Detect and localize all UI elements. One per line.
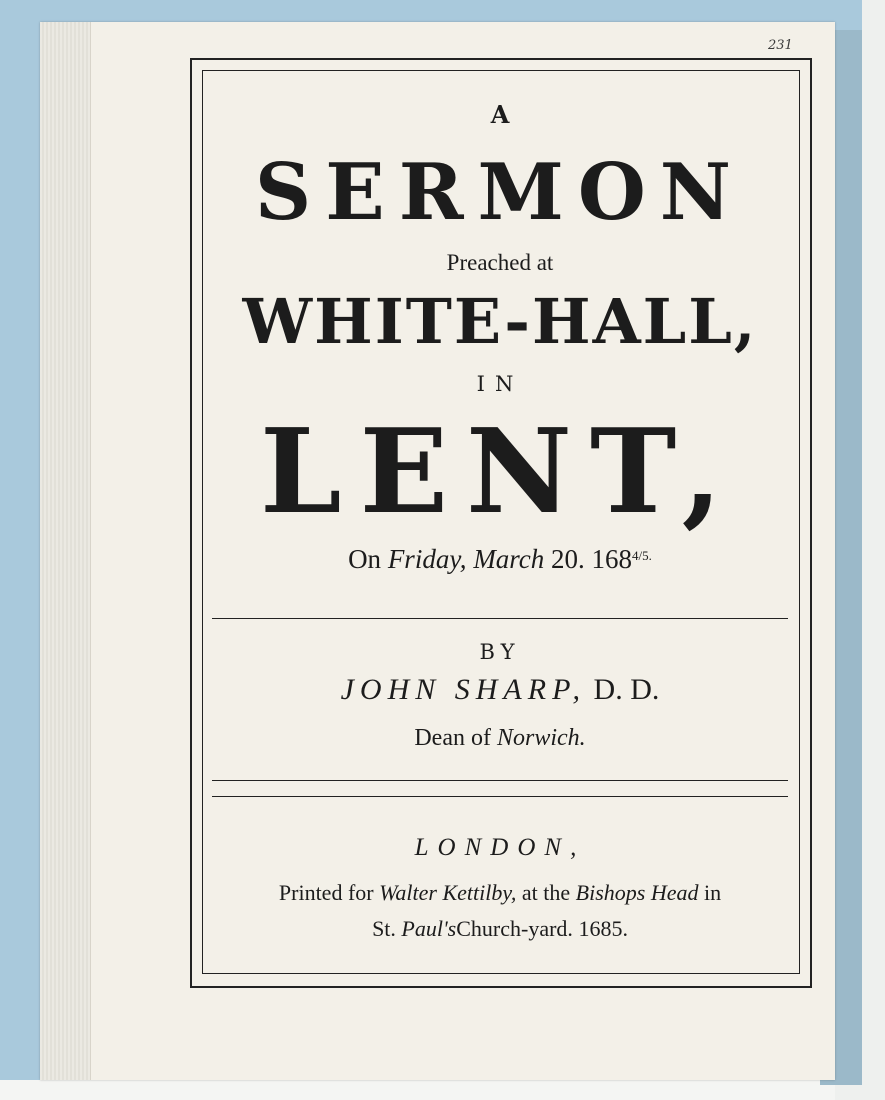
imprint-street-prefix: St. <box>372 916 396 941</box>
divider-rule <box>212 796 788 797</box>
date-month: March <box>473 544 545 574</box>
title-page <box>40 22 835 1080</box>
imprint-city: LONDON, <box>414 834 586 861</box>
folio-number: 231 <box>768 38 793 53</box>
binding-strip <box>40 22 91 1080</box>
divider-rule <box>212 618 788 619</box>
imprint-street-name: Paul's <box>401 916 457 941</box>
dean-prefix: Dean of <box>414 725 491 751</box>
imprint-printer: Walter Kettilby, <box>379 880 517 905</box>
by-line: BY <box>479 640 521 664</box>
imprint-street-suffix: Church-yard. <box>456 916 573 941</box>
imprint-at-the: at the <box>521 880 571 905</box>
title-sermon: SERMON <box>254 147 746 238</box>
dean-place: Norwich. <box>496 725 586 751</box>
title-lent: LENT, <box>260 404 740 540</box>
imprint-line-2 <box>202 916 798 942</box>
author-title <box>202 725 798 752</box>
author-degree: D. D. <box>593 673 660 706</box>
imprint-sign: Bishops Head <box>575 880 699 905</box>
title-white-hall: WHITE-HALL, <box>242 285 758 358</box>
title-in: IN <box>476 372 524 396</box>
date-day-number: 20. <box>551 544 585 574</box>
divider-rule <box>212 780 788 781</box>
title-preached-at: Preached at <box>446 250 554 275</box>
imprint-year: 1685. <box>578 916 628 941</box>
imprint-line-1 <box>202 880 798 906</box>
title-article: A <box>490 100 510 129</box>
author-line <box>202 673 798 707</box>
sermon-date <box>202 544 798 575</box>
date-year-fraction: 4/5. <box>632 548 652 563</box>
imprint-printed-for: Printed for <box>278 880 374 905</box>
date-day: Friday, <box>387 544 467 574</box>
imprint-in: in <box>703 880 722 905</box>
date-prefix: On <box>348 544 382 574</box>
date-year: 168 <box>591 544 633 574</box>
author-name: JOHN SHARP, <box>340 673 587 706</box>
